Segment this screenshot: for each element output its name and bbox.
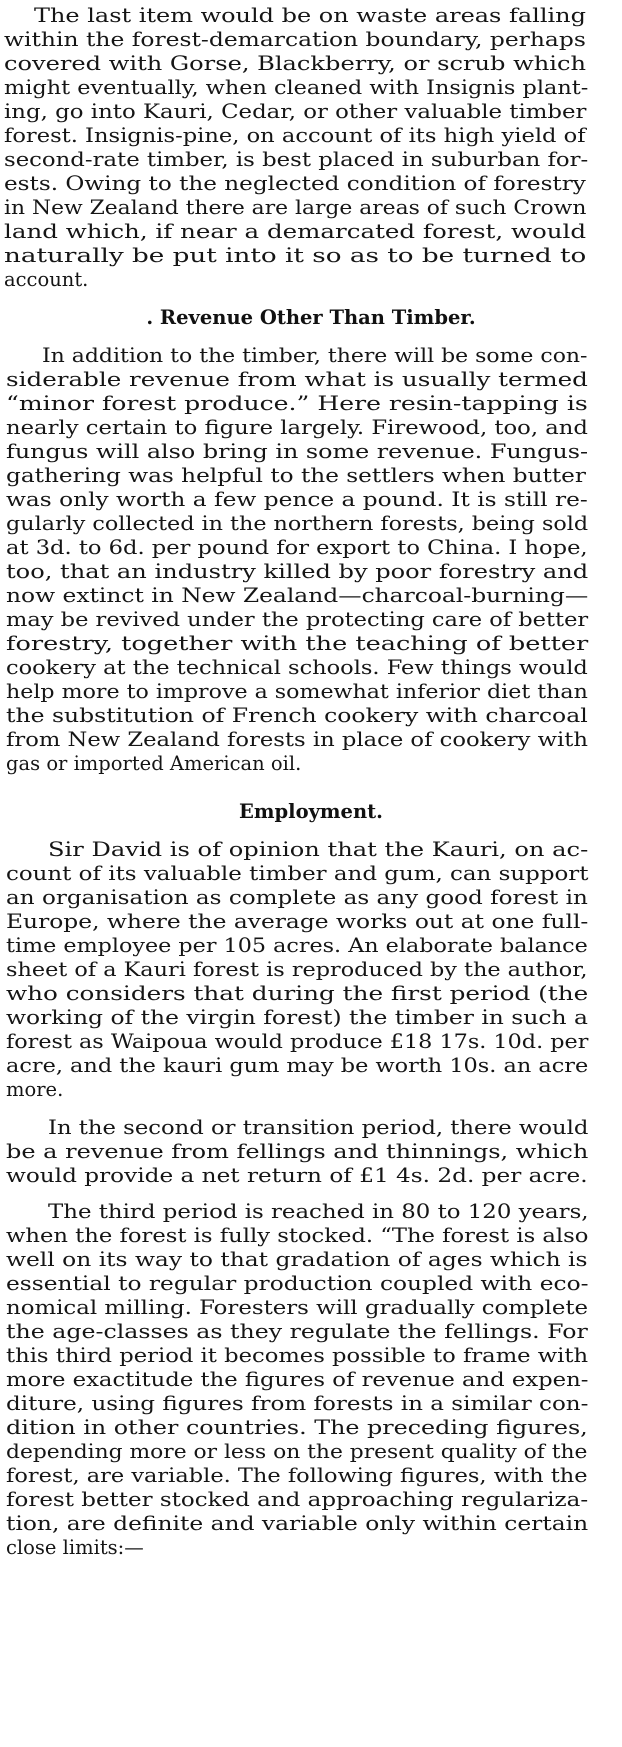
text-line: the age-classes as they regulate the fellings. For <box>6 1320 588 1343</box>
text-line: acre, and the kauri gum may be worth 10s. an acre <box>6 1054 589 1077</box>
text-line: who considers that during the first period (the <box>6 982 589 1005</box>
text-line: diture, using figures from forests in a similar con- <box>6 1392 589 1415</box>
text-line: ests. Owing to the neglected condition of forestry <box>4 172 586 195</box>
text-line: too, that an industry killed by poor forestry and <box>6 560 589 583</box>
text-line: depending more or less on the present quality of the <box>6 1440 588 1463</box>
text-line: “minor forest produce.” Here resin-tapping is <box>6 392 588 415</box>
text-line: nearly certain to figure largely. Firewood, too, and <box>6 416 588 439</box>
text-line: Sir David is of opinion that the Kauri, on ac- <box>48 838 589 861</box>
text-line: fungus will also bring in some revenue. Fungus- <box>6 440 588 463</box>
text-line: well on its way to that gradation of ages which is <box>6 1248 588 1271</box>
text-line: in New Zealand there are large areas of such Crown <box>4 196 587 219</box>
text-line: ing, go into Kauri, Cedar, or other valuable timber <box>4 100 587 123</box>
text-line: forest, are variable. The following figures, with the <box>6 1464 588 1487</box>
text-line: help more to improve a somewhat inferior diet than <box>6 680 588 703</box>
text-line: forestry, together with the teaching of better <box>6 632 589 655</box>
text-line: second-rate timber, is best placed in suburban for- <box>4 148 589 171</box>
text-line: gas or imported American oil. <box>6 752 302 775</box>
text-line: would provide a net return of £1 4s. 2d. per acre. <box>6 1164 588 1187</box>
text-line: gularly collected in the northern forests, being sold <box>6 512 589 535</box>
text-line: sheet of a Kauri forest is reproduced by the author, <box>6 958 588 981</box>
text-line: In addition to the timber, there will be some con- <box>42 344 588 367</box>
text-line: this third period it becomes possible to frame with <box>6 1344 589 1367</box>
text-line: The last item would be on waste areas falling <box>34 4 586 27</box>
text-line: from New Zealand forests in place of cookery with <box>6 728 588 751</box>
text-line: dition in other countries. The preceding figures, <box>6 1416 588 1439</box>
text-line: at 3d. to 6d. per pound for export to China. I hope, <box>6 536 588 559</box>
text-line: The third period is reached in 80 to 120 years, <box>48 1200 589 1223</box>
section-heading-employment: Employment. <box>239 800 383 823</box>
text-line: now extinct in New Zealand—charcoal-burning— <box>6 584 589 607</box>
text-line: close limits:— <box>6 1536 144 1559</box>
text-line: more. <box>6 1078 64 1101</box>
text-line: more exactitude the figures of revenue and expen- <box>6 1368 589 1391</box>
text-line: count of its valuable timber and gum, can support <box>6 862 589 885</box>
text-line: cookery at the technical schools. Few things would <box>6 656 588 679</box>
text-line: be a revenue from fellings and thinnings, which <box>6 1140 589 1163</box>
text-line: covered with Gorse, Blackberry, or scrub which <box>4 52 586 75</box>
text-line: within the forest-demarcation boundary, perhaps <box>4 28 586 51</box>
text-line: gathering was helpful to the settlers when butter <box>6 464 586 487</box>
text-line: when the forest is fully stocked. “The forest is also <box>6 1224 589 1247</box>
text-line: naturally be put into it so as to be turned to <box>4 244 587 267</box>
text-line: time employee per 105 acres. An elaborate balance <box>6 934 588 957</box>
text-line: siderable revenue from what is usually termed <box>6 368 588 391</box>
text-line: In the second or transition period, there would <box>48 1116 589 1139</box>
text-line: may be revived under the protecting care of better <box>6 608 589 631</box>
text-line: land which, if near a demarcated forest, would <box>4 220 587 243</box>
text-line: an organisation as complete as any good forest in <box>6 886 588 909</box>
text-line: was only worth a few pence a pound. It is still re- <box>6 488 588 511</box>
text-line: essential to regular production coupled with eco- <box>6 1272 589 1295</box>
text-line: tion, are definite and variable only within certain <box>6 1512 589 1535</box>
text-line: Europe, where the average works out at one full- <box>6 910 589 933</box>
text-line: working of the virgin forest) the timber in such a <box>6 1006 588 1029</box>
text-line: account. <box>4 268 89 291</box>
text-line: forest better stocked and approaching regulariza- <box>6 1488 589 1511</box>
section-heading-revenue: . Revenue Other Than Timber. <box>146 306 476 329</box>
text-line: nomical milling. Foresters will gradually complete <box>6 1296 589 1319</box>
text-line: might eventually, when cleaned with Insignis plant- <box>4 76 589 99</box>
text-line: the substitution of French cookery with charcoal <box>6 704 588 727</box>
text-line: forest as Waipoua would produce £18 17s. 10d. per <box>6 1030 589 1053</box>
text-line: forest. Insignis-pine, on account of its high yield of <box>4 124 586 147</box>
